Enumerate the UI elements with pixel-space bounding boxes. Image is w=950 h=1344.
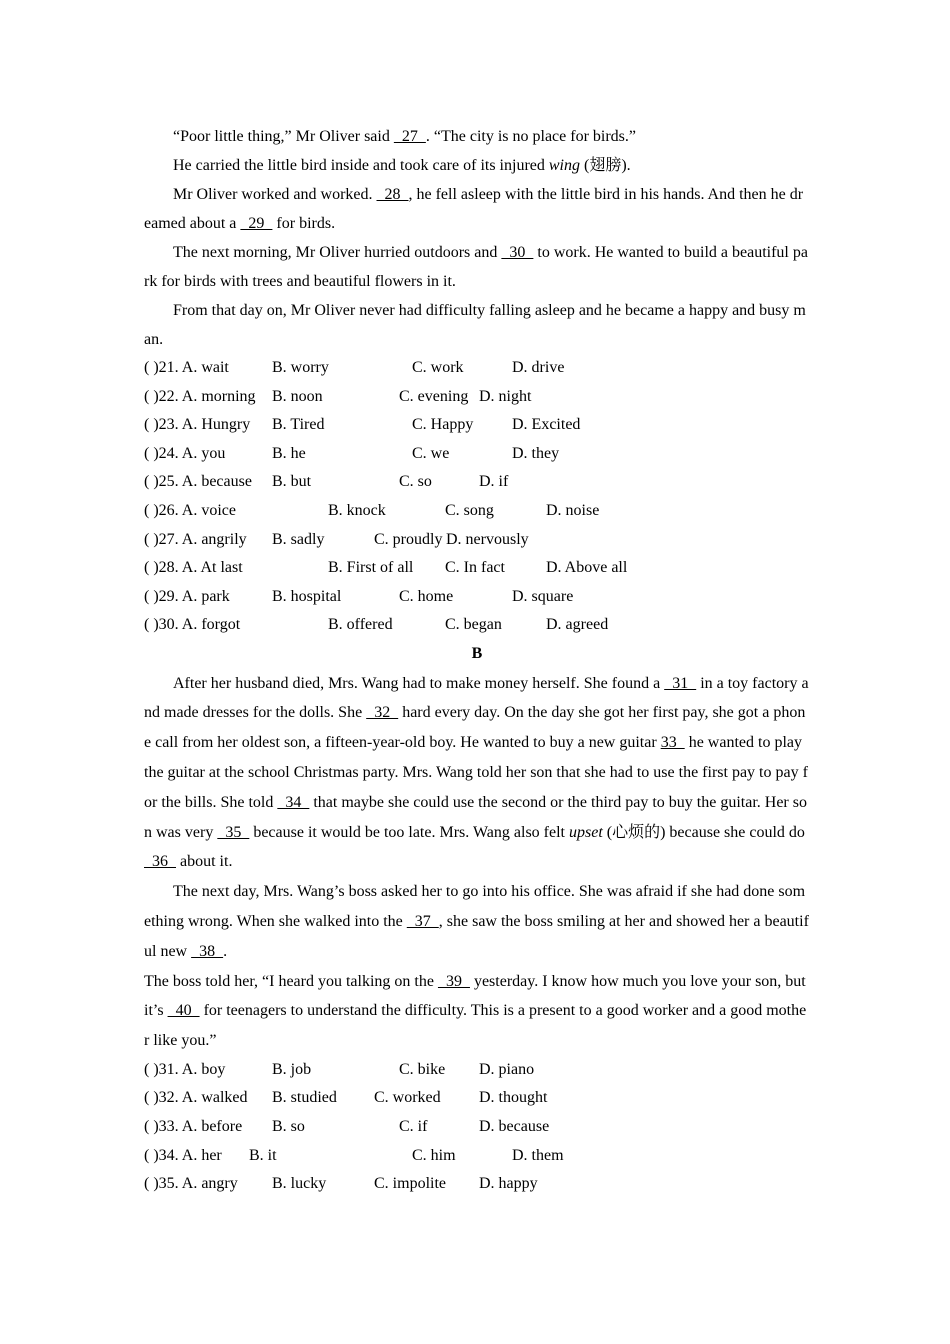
option-a: ( )30. A. forgot [144,616,241,634]
option-b: B. studied [272,1089,337,1107]
option-c: C. if [399,1118,428,1136]
option-b: B. it [249,1146,277,1164]
question-row [144,611,810,640]
question-row [144,1056,810,1085]
text: about it. [176,853,233,871]
option-d: D. piano [479,1060,535,1078]
blank-40: 40 [167,1002,200,1020]
question-row [144,411,810,440]
option-d: D. them [512,1146,564,1164]
blank-36: 36 [144,853,176,871]
option-b: B. First of all [328,559,414,577]
text: in a toy factory and made dresses for the dolls. She [144,674,809,722]
option-c: C. him [412,1146,456,1164]
option-c: C. home [399,587,454,605]
blank-38: 38 [191,942,224,960]
text: Mr Oliver worked and worked. [173,186,377,203]
option-b: B. he [272,444,306,462]
text: (翅膀). [580,157,631,174]
option-c: C. work [412,359,464,376]
paragraph [144,669,810,878]
option-b: B. but [272,473,312,491]
option-a: ( )28. A. At last [144,559,243,577]
text: for teenagers to understand the difficulty. This is a present to a good worker and a good mother like you.” [144,1002,807,1050]
option-a: ( )24. A. you [144,444,226,462]
option-d: D. drive [512,359,565,376]
option-a: ( )34. A. her [144,1146,222,1164]
option-a: ( )22. A. morning [144,387,256,405]
option-d: D. thought [479,1089,548,1107]
text: “Poor little thing,” Mr Oliver said [173,128,394,145]
blank-39: 39 [437,972,470,990]
option-a: ( )23. A. Hungry [144,416,251,434]
option-a: ( )26. A. voice [144,501,236,519]
option-d: D. Above all [546,559,628,577]
text: He carried the little bird inside and took care of its injured [173,157,549,174]
paragraph [144,180,810,238]
question-row [144,383,810,412]
paragraph [144,122,810,151]
option-a: ( )21. A. wait [144,359,229,376]
option-d: D. night [479,387,532,405]
question-list-a [144,354,810,640]
paragraph [144,238,810,296]
option-d: D. agreed [546,616,609,634]
paragraph [144,151,810,180]
text: yesterday. I know how much you love your son, but it’s [144,972,806,1020]
option-c: C. we [412,444,450,462]
blank-37: 37 [406,912,439,930]
option-b: B. knock [328,501,386,519]
question-list-b [144,1056,810,1199]
option-c: C. song [445,501,494,519]
text: he wanted to play the guitar at the school Christmas party. Mrs. Wang told her son that she had to use the first pay to pay for the bills. She told [144,734,808,811]
text: The boss told her, “I heard you talking on the [144,972,438,990]
text: that maybe she could use the second or the third pay to buy the guitar. Her son was very [144,793,807,841]
question-row [144,1142,810,1171]
option-c: C. In fact [445,559,505,577]
option-c: C. began [445,616,502,634]
text: hard every day. On the day she got her first pay, she got a phone call from her oldest son, a fifteen-year-old boy. He wanted to buy a new guitar [144,704,806,752]
option-c: C. so [399,473,432,491]
question-row [144,1084,810,1113]
blank-31: 31 [664,674,697,692]
option-b: B. job [272,1060,312,1078]
paragraph [144,967,810,1056]
text: . “The city is no place for birds.” [425,128,637,145]
option-d: D. Excited [512,416,581,434]
option-a: ( )29. A. park [144,587,230,605]
option-b: B. sadly [272,530,325,548]
option-d: D. square [512,587,574,605]
option-c: C. Happy [412,416,474,434]
italic-word: wing [548,157,580,174]
option-a: ( )35. A. angry [144,1175,238,1193]
option-c: C. proudly [374,530,443,548]
text: , she saw the boss smiling at her and showed her a beautiful new [144,912,809,960]
text: The next morning, Mr Oliver hurried outdoors and [173,244,502,261]
blank-29: 29 [240,215,273,232]
option-c: C. worked [374,1089,441,1107]
blank-28: 28 [376,186,409,203]
blank-30: 30 [501,244,534,261]
option-d: D. if [479,473,509,491]
blank-33: 33 [660,734,685,752]
paragraph: From that day on, Mr Oliver never had difficulty falling asleep and he became a happy and busy man. [144,302,806,348]
blank-34: 34 [277,793,310,811]
question-row [144,354,810,383]
question-row [144,497,810,526]
italic-word: upset [568,823,603,841]
option-a: ( )32. A. walked [144,1089,248,1107]
option-a: ( )33. A. before [144,1118,243,1136]
text: (心烦的) because she could do [602,823,805,841]
option-b: B. worry [272,359,329,376]
option-d: D. they [512,444,560,462]
option-d: D. because [479,1118,550,1136]
blank-27: 27 [393,128,426,145]
question-row [144,583,810,612]
paragraph [144,877,810,966]
question-row [144,440,810,469]
document-page [144,122,810,1199]
option-b: B. Tired [272,416,325,434]
option-d: D. happy [479,1175,538,1193]
option-c: C. impolite [374,1175,446,1193]
text: to work. He wanted to build a beautiful park for birds with trees and beautiful flowers in it. [144,244,808,290]
text: for birds. [272,215,336,232]
option-c: C. evening [399,387,469,405]
blank-35: 35 [217,823,250,841]
text: . [223,942,228,960]
option-b: B. offered [328,616,393,634]
question-row [144,468,810,497]
question-row [144,1170,810,1199]
text: because it would be too late. Mrs. Wang also felt [249,823,569,841]
text: The next day, Mrs. Wang’s boss asked her to go into his office. She was afraid if she had done something wrong. When she walked into the [144,883,806,930]
question-row [144,1113,810,1142]
blank-32: 32 [366,704,399,722]
text: After her husband died, Mrs. Wang had to make money herself. She found a [173,674,665,692]
option-b: B. lucky [272,1175,327,1193]
question-row [144,554,810,583]
option-d: D. noise [546,501,600,519]
option-b: B. so [272,1118,305,1136]
option-a: ( )27. A. angrily [144,530,247,548]
option-a: ( )31. A. boy [144,1060,226,1078]
option-b: B. noon [272,387,323,405]
option-a: ( )25. A. because [144,473,252,491]
section-heading: B [471,644,483,662]
option-d: D. nervously [446,530,529,548]
text: , he fell asleep with the little bird in his hands. And then he dreamed about a [144,186,804,232]
option-c: C. bike [399,1060,446,1078]
option-b: B. hospital [272,587,342,605]
question-row [144,526,810,555]
